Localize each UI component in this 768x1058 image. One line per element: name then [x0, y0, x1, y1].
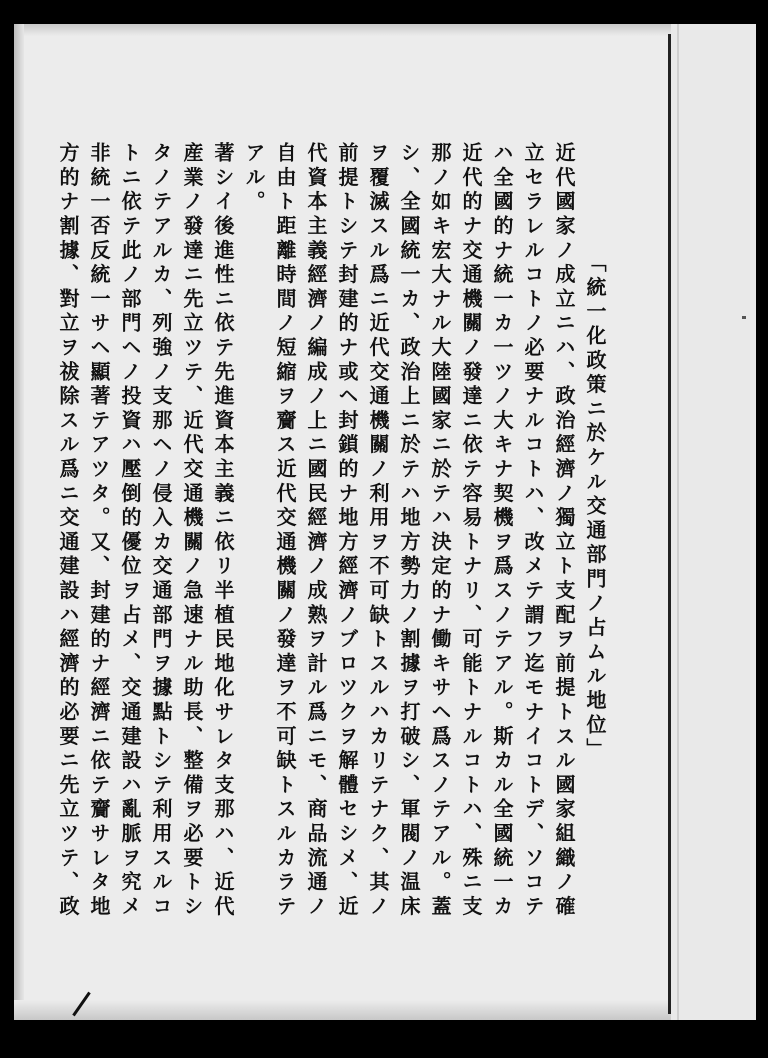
section-heading: 「統一化政策ニ於ケル交通部門ノ占ムル地位」 — [583, 252, 607, 763]
text-line: タノテアルカ、列強ノ支那ヘノ侵入カ交通部門ヲ據點トシテ利用スルコ — [149, 142, 173, 920]
text-line: 近代的ナ交通機關ノ發達ニ依テ容易トナリ、可能トナルコトハ、殊ニ支 — [459, 142, 483, 920]
text-line: 代資本主義經濟ノ編成ノ上ニ國民經濟ノ成熟ヲ計ル爲ニモ、商品流通ノ — [304, 142, 328, 920]
text-line: 自由ト距離時間ノ短縮ヲ齎ス近代交通機關ノ發達ヲ不可缺トスルカラテ — [273, 142, 297, 920]
vertical-text-block — [56, 142, 610, 1022]
text-line: 非統一否反統一サヘ顯著テアツタ。又、封建的ナ經濟ニ依テ齎サレタ地 — [87, 142, 111, 920]
document-page — [14, 24, 756, 1020]
text-line: 方的ナ割據、對立ヲ祓除スル爲ニ交通建設ハ經濟的必要ニ先立ツテ、政 — [56, 142, 80, 920]
text-line: 立セラレルコトノ必要ナルコトハ、改メテ謂フ迄モナイコトデ、ソコテ — [521, 142, 545, 920]
text-line: シ、全國統一カ、政治上ニ於テハ地方勢力ノ割據ヲ打破シ、軍閥ノ温床 — [397, 142, 421, 920]
text-line: 前提トシテ封建的ナ或ヘ封鎖的ナ地方經濟ノブロツクヲ解體セシメ、近 — [335, 142, 359, 920]
text-line: トニ依テ此ノ部門ヘノ投資ハ壓倒的優位ヲ占メ、交通建設ハ亂脈ヲ究メ — [118, 142, 142, 920]
page-edge-top — [14, 24, 756, 36]
text-line: ハ全國的ナ統一カ一ツノ大キナ契機ヲ爲スノテアル。斯カル全國統一カ — [490, 142, 514, 920]
margin-mark — [742, 316, 746, 319]
page-edge-left — [14, 24, 24, 1020]
text-line: アル。 — [242, 142, 266, 215]
text-line: ヲ覆滅スル爲ニ近代交通機關ノ利用ヲ不可缺トスルハカリテナク、其ノ — [366, 142, 390, 920]
right-margin-strip — [671, 24, 756, 1020]
text-line: 近代國家ノ成立ニハ、政治經濟ノ獨立ト支配ヲ前提トスル國家組織ノ確 — [552, 142, 576, 920]
text-line: 著シイ後進性ニ依テ先進資本主義ニ依リ半植民地化サレタ支那ハ、近代 — [211, 142, 235, 920]
text-line: 那ノ如キ宏大ナル大陸國家ニ於テハ決定的ナ働キサヘ爲スノテアル。蓋 — [428, 142, 452, 920]
text-line: 産業ノ發達ニ先立ツテ、近代交通機關ノ急速ナル助長、整備ヲ必要トシ — [180, 142, 204, 920]
right-margin-rule — [677, 24, 679, 1020]
